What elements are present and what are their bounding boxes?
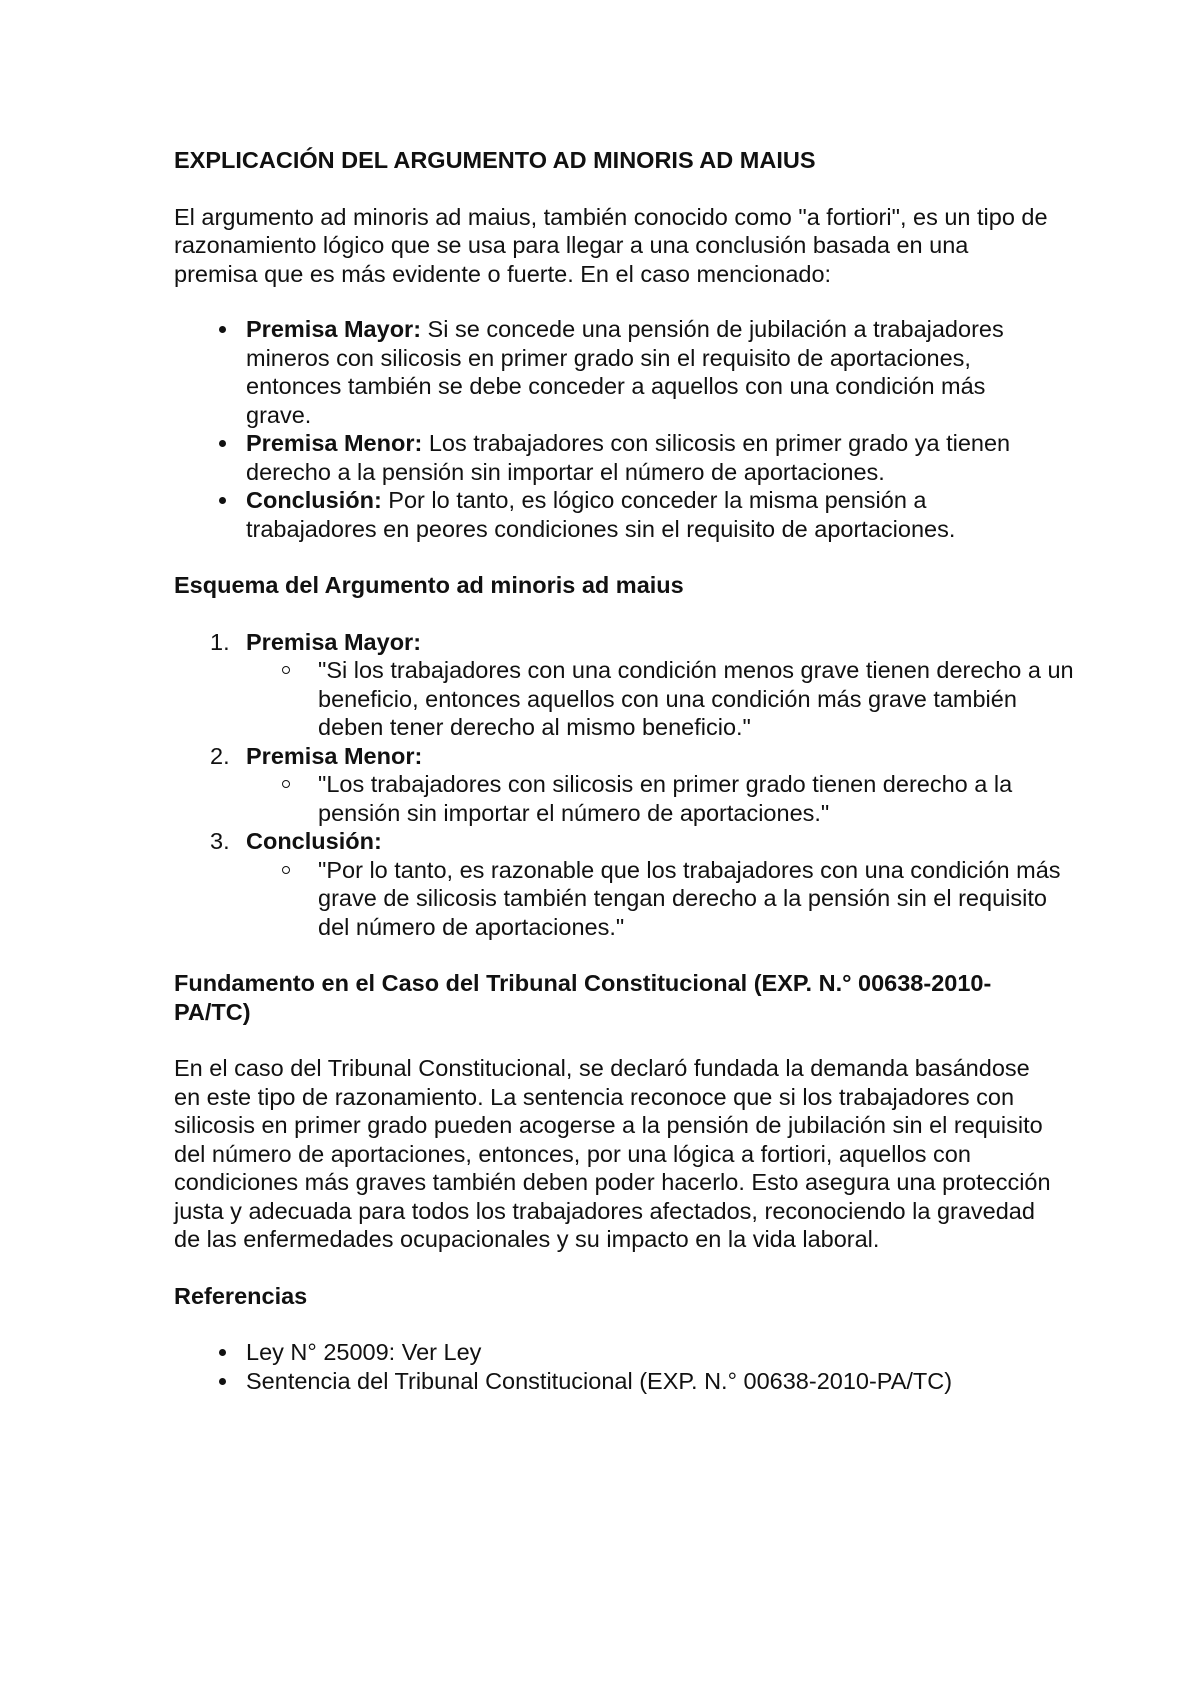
bullet-icon [219,497,226,504]
schema-quote: "Si los trabajadores con una condición menos grave tienen derecho a un beneficio, entonces aquellos con una condición más grave también deben tener derecho al mismo beneficio." [318,657,1074,740]
premise-label: Conclusión: [246,487,382,513]
schema-quote: "Los trabajadores con silicosis en primer grado tienen derecho a la pensión sin importar el número de aportaciones." [318,771,1013,826]
circle-bullet-icon [282,780,290,788]
schema-quote: "Por lo tanto, es razonable que los trabajadores con una condición más grave de silicosis también tengan derecho a la pensión sin el requisito del número de aportaciones." [318,856,1061,940]
references-list [174,1338,1080,1395]
premises-list [174,315,1080,543]
list-item [246,770,1078,827]
intro-paragraph: El argumento ad minoris ad maius, también conocido como "a fortiori", es un tipo de razonamiento lógico que se usa para llegar a una conclusión basada en una premisa que es más evidente o fuerte. En el caso mencionado: [174,203,1048,287]
reference-text: Sentencia del Tribunal Constitucional (EXP. N.° 00638-2010-PA/TC) [246,1367,953,1394]
item-number: 3. [210,828,230,854]
circle-bullet-icon [282,666,290,674]
bullet-icon [219,1378,226,1385]
item-number: 1. [210,628,230,655]
schema-list [174,628,1080,942]
circle-bullet-icon [282,866,290,874]
list-item [174,827,1080,941]
list-item [174,742,1080,828]
bullet-icon [219,440,226,447]
references-heading: Referencias [174,1282,308,1309]
premise-text: Si se concede una pensión de jubilación a trabajadores mineros con silicosis en primer grado sin el requisito de aportaciones, entonces también se debe conceder a aquellos con una condición más grave. [246,316,1004,428]
bullet-icon [219,1349,226,1356]
list-item [174,1367,1080,1396]
premise-text: Por lo tanto, es lógico conceder la misma pensión a trabajadores en peores condiciones sin el requisito de aportaciones. [246,487,956,542]
list-item [174,628,1080,742]
sublist [246,856,1080,942]
list-item [246,856,1078,942]
schema-heading: Esquema del Argumento ad minoris ad maius [174,572,684,598]
premise-text: Los trabajadores con silicosis en primer grado ya tienen derecho a la pensión sin importar el número de aportaciones. [246,430,1011,485]
reference-text: Ley N° 25009: Ver Ley [246,1339,482,1365]
sublist [246,656,1080,742]
schema-label: Premisa Mayor: [246,628,422,655]
premise-label: Premisa Menor: [246,430,423,456]
premise-label: Premisa Mayor: [246,316,422,342]
list-item [174,315,1046,429]
fundamento-paragraph: En el caso del Tribunal Constitucional, se declaró fundada la demanda basándose en este tipo de razonamiento. La sentencia reconoce que si los trabajadores con silicosis en primer grado pueden acogerse a la pensión de jubilación sin el requisito del número de aportaciones, entonces, por una lógica a fortiori, aquellos con condiciones más graves también deben poder hacerlo. Esto asegura una protección justa y adecuada para todos los trabajadores afectados, reconociendo la gravedad de las enfermedades ocupacionales y su impacto en la vida laboral. [174,1055,1051,1252]
fundamento-heading: Fundamento en el Caso del Tribunal Constitucional (EXP. N.° 00638-2010-PA/TC) [174,970,992,1025]
bullet-icon [219,326,226,333]
schema-label: Conclusión: [246,828,382,854]
sublist [246,770,1080,827]
list-item [246,656,1078,742]
item-number: 2. [210,742,230,769]
schema-label: Premisa Menor: [246,742,423,769]
document-title: EXPLICACIÓN DEL ARGUMENTO AD MINORIS AD MAIUS [174,147,816,173]
list-item [174,429,1046,486]
list-item [174,486,1046,543]
list-item [174,1338,1080,1367]
